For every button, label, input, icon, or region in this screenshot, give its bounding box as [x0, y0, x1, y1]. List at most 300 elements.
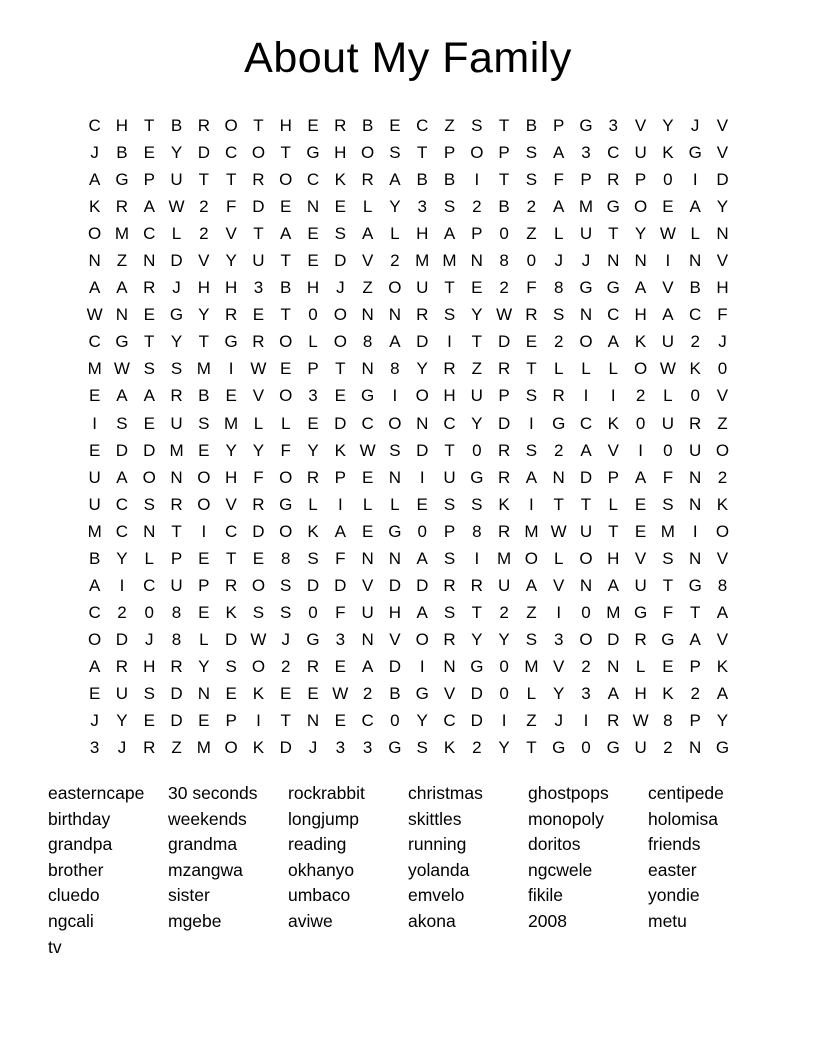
grid-cell: E: [198, 711, 210, 731]
grid-cell: V: [389, 629, 401, 649]
grid-cell: G: [633, 602, 648, 622]
grid-cell: E: [88, 386, 101, 406]
grid-cell: S: [471, 116, 483, 135]
grid-cell: T: [580, 494, 592, 514]
grid-cell: R: [361, 170, 374, 190]
grid-cell: I: [256, 711, 261, 731]
grid-cell: T: [471, 332, 482, 352]
grid-row: [81, 193, 736, 220]
grid-cell: C: [607, 305, 620, 325]
grid-cell: J: [172, 278, 181, 298]
grid-cell: A: [88, 656, 101, 676]
grid-cell: P: [443, 143, 456, 163]
grid-cell: F: [662, 467, 674, 487]
grid-cell: S: [443, 548, 456, 568]
grid-cell: R: [115, 197, 129, 217]
grid-cell: H: [224, 278, 238, 298]
grid-row: [81, 139, 736, 166]
grid-cell: W: [86, 305, 103, 325]
grid-cell: Y: [471, 305, 483, 325]
grid-cell: Y: [416, 711, 428, 731]
grid-cell: V: [553, 575, 565, 595]
grid-cell: Y: [471, 629, 483, 649]
grid-cell: S: [280, 602, 292, 622]
grid-cell: G: [661, 629, 675, 649]
grid-cell: J: [690, 116, 700, 135]
grid-cell: O: [88, 629, 102, 649]
grid-cell: O: [524, 548, 539, 568]
grid-cell: W: [632, 711, 649, 731]
grid-cell: A: [607, 575, 619, 595]
grid-cell: C: [443, 711, 456, 731]
grid-cell: G: [415, 683, 429, 703]
grid-cell: 0: [526, 251, 537, 271]
grid-cell: S: [471, 494, 483, 514]
word-list-item: friends: [648, 834, 701, 855]
grid-cell: I: [692, 521, 698, 541]
grid-cell: L: [362, 197, 373, 217]
grid-cell: E: [416, 494, 428, 514]
grid-cell: Y: [389, 197, 401, 217]
grid-cell: I: [556, 602, 562, 622]
grid-row: [81, 274, 736, 301]
grid-cell: V: [662, 278, 674, 298]
grid-cell: V: [361, 251, 374, 271]
grid-row: [81, 247, 736, 274]
grid-cell: E: [525, 332, 538, 352]
grid-cell: K: [689, 359, 701, 379]
grid-cell: K: [716, 494, 729, 514]
grid-cell: Z: [717, 413, 728, 433]
grid-cell: W: [496, 305, 513, 325]
grid-cell: D: [115, 440, 129, 460]
grid-cell: A: [389, 332, 401, 352]
grid-cell: B: [525, 116, 538, 135]
grid-cell: E: [662, 197, 674, 217]
grid-cell: W: [332, 683, 349, 703]
grid-cell: R: [143, 278, 156, 298]
grid-cell: V: [198, 251, 210, 271]
grid-cell: U: [470, 386, 483, 406]
grid-cell: T: [553, 494, 564, 514]
grid-cell: 3: [335, 738, 346, 758]
grid-cell: M: [578, 197, 594, 217]
grid-cell: V: [634, 116, 647, 135]
grid-cell: D: [416, 440, 429, 460]
grid-cell: Y: [225, 251, 237, 271]
grid-cell: 0: [390, 711, 400, 731]
grid-cell: Z: [116, 251, 128, 271]
grid-cell: D: [716, 170, 729, 190]
grid-cell: O: [88, 224, 102, 244]
grid-cell: T: [280, 143, 291, 163]
grid-cell: P: [689, 711, 701, 731]
grid-cell: R: [634, 629, 647, 649]
grid-cell: O: [279, 386, 293, 406]
grid-cell: A: [716, 683, 729, 703]
grid-cell: R: [143, 738, 156, 758]
grid-cell: C: [224, 521, 238, 541]
grid-cell: S: [389, 440, 401, 460]
grid-cell: M: [497, 548, 512, 568]
grid-cell: 3: [417, 197, 427, 217]
grid-cell: 2: [635, 386, 646, 406]
grid-cell: 3: [335, 629, 346, 649]
word-list: [48, 781, 768, 960]
grid-cell: O: [279, 170, 293, 190]
grid-cell: H: [115, 116, 129, 135]
grid-cell: N: [115, 305, 129, 325]
grid-cell: L: [280, 413, 291, 433]
grid-cell: G: [606, 278, 620, 298]
grid-cell: R: [306, 467, 320, 487]
grid-cell: D: [579, 467, 593, 487]
grid-cell: S: [443, 602, 456, 622]
grid-cell: W: [250, 629, 267, 649]
grid-cell: R: [497, 359, 511, 379]
grid-cell: A: [525, 467, 538, 487]
grid-cell: A: [143, 197, 155, 217]
grid-cell: E: [307, 251, 319, 271]
grid-cell: O: [224, 738, 238, 758]
word-list-item: ghostpops: [528, 783, 609, 803]
grid-cell: K: [88, 197, 101, 217]
grid-cell: K: [252, 683, 265, 703]
grid-cell: E: [198, 548, 210, 568]
grid-cell: 8: [362, 332, 373, 352]
grid-cell: O: [279, 521, 293, 541]
grid-cell: J: [581, 251, 591, 271]
grid-cell: V: [443, 683, 456, 703]
grid-cell: 2: [472, 738, 482, 758]
grid-cell: D: [115, 629, 129, 649]
grid-cell: T: [689, 602, 701, 622]
grid-row: [81, 437, 736, 464]
grid-cell: I: [583, 386, 589, 406]
word-list-column: [168, 781, 288, 960]
grid-cell: Z: [471, 359, 482, 379]
grid-cell: U: [252, 251, 265, 271]
grid-cell: P: [498, 386, 510, 406]
grid-cell: V: [607, 440, 619, 460]
grid-cell: 2: [117, 602, 127, 622]
grid-cell: O: [579, 332, 593, 352]
grid-cell: T: [225, 548, 237, 568]
grid-cell: P: [225, 711, 237, 731]
grid-cell: H: [334, 143, 347, 163]
grid-cell: 0: [308, 602, 318, 622]
grid-cell: G: [470, 467, 484, 487]
grid-cell: N: [607, 656, 620, 676]
grid-cell: F: [662, 602, 674, 622]
grid-cell: H: [388, 602, 402, 622]
grid-cell: F: [553, 170, 564, 190]
grid-cell: N: [607, 251, 620, 271]
grid-cell: N: [197, 683, 210, 703]
grid-cell: C: [361, 413, 374, 433]
grid-cell: T: [253, 224, 264, 244]
grid-cell: T: [280, 305, 291, 325]
grid-cell: K: [498, 494, 510, 514]
grid-row: [81, 328, 736, 355]
grid-cell: S: [198, 413, 210, 433]
grid-cell: E: [334, 711, 346, 731]
grid-cell: W: [359, 440, 376, 460]
grid-cell: 0: [144, 602, 154, 622]
grid-cell: T: [144, 332, 155, 352]
grid-cell: O: [715, 521, 730, 541]
grid-cell: N: [470, 251, 483, 271]
grid-cell: P: [334, 467, 346, 487]
grid-cell: 8: [171, 602, 182, 622]
grid-cell: S: [143, 359, 155, 379]
grid-cell: N: [689, 251, 702, 271]
grid-cell: O: [251, 143, 266, 163]
word-list-item: skittles: [408, 808, 462, 829]
grid-cell: S: [525, 143, 538, 163]
grid-cell: K: [443, 738, 456, 758]
grid-cell: 0: [499, 656, 509, 676]
grid-cell: P: [198, 575, 210, 595]
grid-row: [81, 382, 736, 409]
grid-cell: Y: [116, 711, 128, 731]
grid-cell: E: [307, 413, 319, 433]
grid-cell: T: [198, 332, 210, 352]
grid-cell: C: [143, 224, 156, 244]
grid-cell: A: [580, 440, 592, 460]
grid-cell: B: [498, 197, 510, 217]
grid-row: [81, 112, 736, 139]
grid-cell: N: [689, 548, 702, 568]
grid-cell: D: [416, 575, 429, 595]
word-list-item: running: [408, 834, 467, 855]
word-list-item: mgebe: [168, 910, 222, 931]
word-list-item: rockrabbit: [288, 783, 365, 803]
word-list-item: ngcwele: [528, 859, 593, 880]
grid-cell: Z: [526, 602, 537, 622]
grid-cell: C: [88, 602, 101, 622]
grid-cell: H: [443, 386, 456, 406]
grid-cell: V: [225, 494, 237, 514]
grid-cell: 2: [690, 332, 700, 352]
grid-cell: M: [87, 521, 102, 541]
grid-row: [81, 707, 736, 734]
grid-cell: C: [88, 116, 101, 135]
grid-cell: 2: [199, 224, 209, 244]
grid-cell: U: [661, 332, 675, 352]
word-list-item: yolanda: [408, 859, 470, 880]
grid-cell: M: [196, 359, 211, 379]
grid-cell: A: [116, 467, 128, 487]
word-search-grid: [81, 112, 736, 761]
grid-cell: 0: [499, 224, 509, 244]
grid-cell: D: [416, 332, 429, 352]
grid-cell: R: [497, 467, 511, 487]
grid-cell: D: [497, 332, 511, 352]
grid-cell: O: [279, 332, 293, 352]
grid-cell: F: [225, 197, 237, 217]
grid-cell: L: [362, 494, 373, 514]
grid-row: [81, 518, 736, 545]
grid-cell: O: [415, 386, 429, 406]
grid-cell: Y: [471, 413, 483, 433]
grid-cell: K: [334, 170, 346, 190]
grid-cell: B: [416, 170, 428, 190]
grid-cell: A: [88, 278, 101, 298]
grid-cell: O: [197, 494, 211, 514]
grid-cell: G: [688, 143, 702, 163]
grid-cell: G: [606, 197, 620, 217]
grid-cell: Y: [634, 224, 647, 244]
grid-cell: D: [470, 683, 483, 703]
grid-cell: R: [224, 305, 238, 325]
grid-cell: U: [579, 224, 593, 244]
word-list-item: tv: [48, 936, 62, 957]
grid-cell: 3: [308, 386, 318, 406]
grid-cell: 0: [581, 738, 591, 758]
grid-cell: I: [474, 170, 480, 190]
grid-cell: O: [579, 629, 593, 649]
grid-cell: I: [529, 494, 534, 514]
grid-cell: E: [634, 494, 647, 514]
grid-cell: K: [662, 683, 674, 703]
grid-cell: S: [143, 683, 155, 703]
grid-cell: W: [250, 359, 267, 379]
grid-cell: N: [634, 251, 647, 271]
grid-cell: E: [88, 440, 101, 460]
grid-cell: S: [443, 197, 456, 217]
grid-cell: K: [607, 413, 619, 433]
grid-cell: N: [689, 738, 702, 758]
grid-cell: S: [252, 602, 265, 622]
grid-cell: 3: [89, 738, 100, 758]
grid-cell: B: [198, 386, 210, 406]
grid-cell: B: [116, 143, 128, 163]
word-list-item: ngcali: [48, 910, 94, 931]
grid-cell: G: [306, 143, 320, 163]
grid-cell: S: [280, 575, 292, 595]
word-list-item: grandpa: [48, 834, 113, 855]
grid-row: [81, 491, 736, 518]
grid-cell: R: [689, 413, 702, 433]
grid-cell: A: [553, 143, 565, 163]
word-list-item: weekends: [168, 808, 247, 829]
grid-cell: F: [335, 548, 346, 568]
grid-cell: J: [90, 143, 99, 163]
grid-row: [81, 166, 736, 193]
grid-cell: R: [224, 575, 238, 595]
grid-cell: L: [608, 494, 619, 514]
grid-cell: S: [553, 305, 565, 325]
grid-cell: I: [201, 521, 207, 541]
grid-cell: C: [443, 413, 456, 433]
grid-cell: 2: [581, 656, 591, 676]
grid-cell: 8: [280, 548, 291, 568]
grid-cell: C: [88, 332, 101, 352]
grid-cell: C: [115, 521, 129, 541]
grid-cell: E: [280, 359, 292, 379]
grid-cell: S: [525, 629, 538, 649]
grid-cell: G: [224, 332, 238, 352]
grid-cell: D: [497, 413, 511, 433]
grid-cell: U: [170, 413, 183, 433]
grid-cell: D: [388, 575, 402, 595]
grid-cell: T: [498, 170, 510, 190]
grid-cell: F: [335, 602, 346, 622]
grid-row: [81, 301, 736, 328]
grid-cell: 0: [690, 386, 700, 406]
word-list-item: grandma: [168, 834, 238, 855]
grid-cell: N: [306, 711, 320, 731]
grid-cell: N: [443, 656, 456, 676]
grid-cell: N: [716, 224, 729, 244]
grid-cell: H: [634, 683, 647, 703]
grid-cell: T: [335, 359, 346, 379]
grid-cell: Y: [225, 440, 237, 460]
grid-cell: L: [253, 413, 264, 433]
grid-cell: B: [170, 116, 183, 135]
grid-cell: N: [579, 305, 593, 325]
grid-cell: S: [416, 738, 428, 758]
grid-cell: 8: [472, 521, 482, 541]
word-list-item: umbaco: [288, 885, 351, 906]
grid-cell: 2: [553, 440, 564, 460]
word-list-item: monopoly: [528, 808, 604, 829]
grid-cell: T: [198, 170, 210, 190]
grid-cell: S: [307, 548, 319, 568]
grid-cell: D: [252, 197, 265, 217]
grid-cell: A: [525, 575, 538, 595]
grid-cell: A: [88, 575, 101, 595]
grid-cell: 2: [553, 332, 564, 352]
grid-cell: A: [607, 332, 619, 352]
grid-cell: L: [308, 494, 318, 514]
word-list-column: [48, 781, 168, 960]
grid-cell: G: [279, 494, 293, 514]
grid-cell: R: [525, 305, 538, 325]
grid-cell: 3: [581, 683, 591, 703]
grid-cell: T: [608, 521, 619, 541]
grid-cell: 8: [553, 278, 564, 298]
grid-cell: 3: [608, 116, 619, 135]
grid-cell: K: [662, 143, 674, 163]
grid-cell: R: [197, 116, 210, 135]
grid-cell: L: [390, 224, 400, 244]
grid-cell: D: [252, 521, 265, 541]
grid-cell: T: [144, 116, 155, 135]
grid-cell: M: [442, 251, 457, 271]
grid-cell: O: [142, 467, 156, 487]
grid-cell: H: [143, 656, 156, 676]
grid-cell: A: [334, 521, 346, 541]
grid-row: [81, 734, 736, 761]
word-list-item: longjump: [288, 808, 360, 829]
grid-cell: K: [716, 656, 729, 676]
grid-cell: H: [416, 224, 429, 244]
grid-cell: J: [117, 738, 127, 758]
word-list-item: metu: [648, 910, 687, 931]
grid-cell: T: [608, 224, 619, 244]
grid-cell: C: [416, 116, 429, 135]
word-list-item: aviwe: [288, 910, 333, 931]
grid-cell: T: [471, 602, 482, 622]
grid-cell: U: [634, 143, 647, 163]
grid-cell: G: [715, 738, 730, 758]
grid-cell: 2: [499, 278, 509, 298]
grid-cell: Y: [116, 548, 128, 568]
grid-cell: W: [113, 359, 130, 379]
grid-cell: N: [579, 575, 593, 595]
